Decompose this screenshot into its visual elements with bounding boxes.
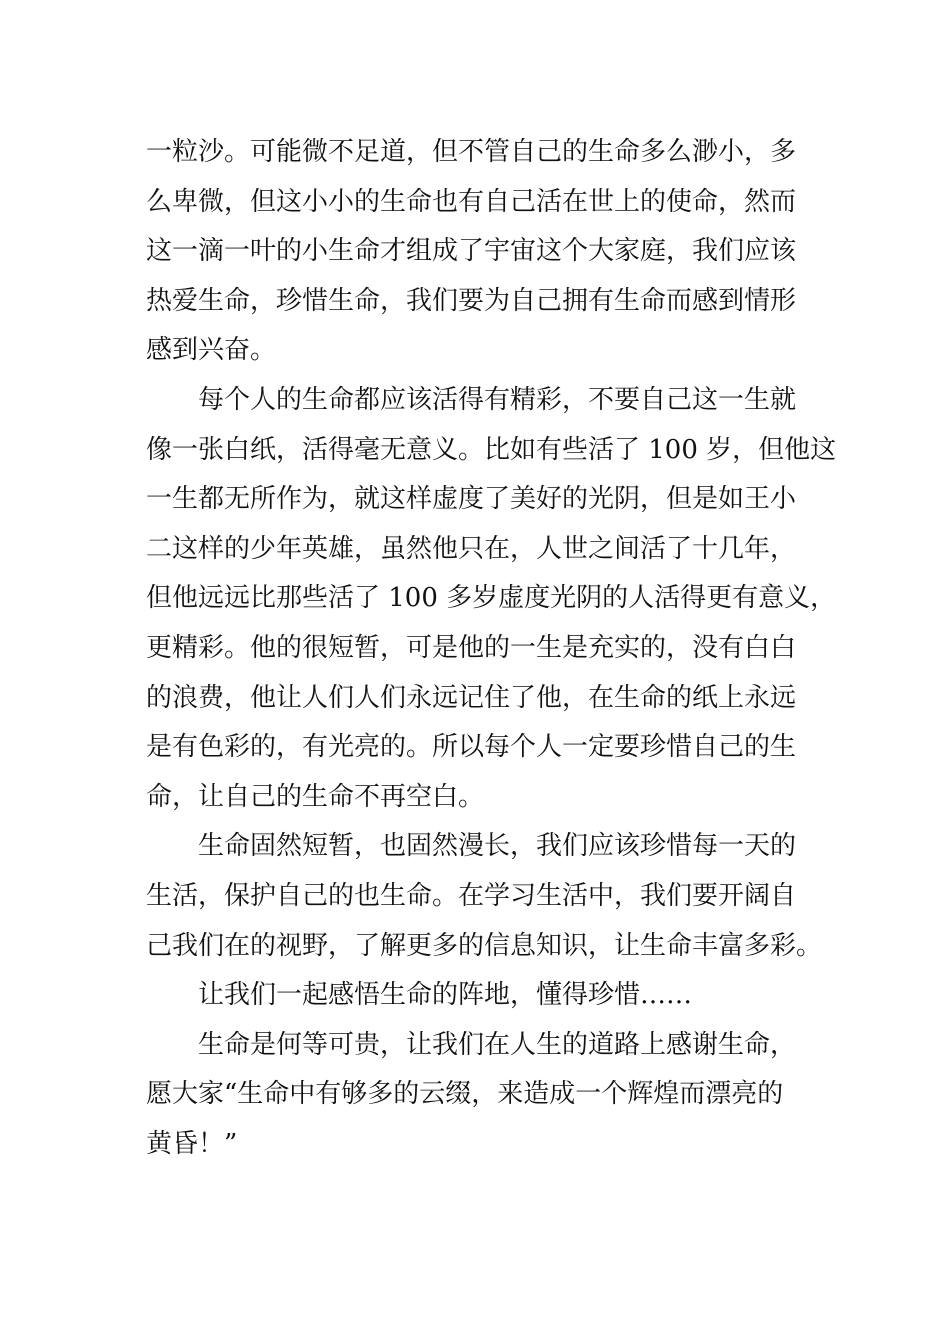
- paragraph-4: [146, 971, 816, 1021]
- text-line: 生活，保护自己的也生命。在学习生活中，我们要开阔自: [146, 880, 797, 911]
- text-line: 这一滴一叶的小生命才组成了宇宙这个大家庭，我们应该: [146, 236, 797, 267]
- text-line: 每个人的生命都应该活得有精彩，不要自己这一生就: [198, 384, 797, 415]
- text-line: 感到兴奋。: [146, 335, 277, 366]
- paragraph-1: [146, 128, 816, 376]
- text-line: 二这样的少年英雄，虽然他只在，人世之间活了十几年，: [146, 533, 797, 564]
- text-line: 黄昏！”: [146, 1128, 238, 1159]
- text-line: 一生都无所作为，就这样虚度了美好的光阴，但是如王小: [146, 484, 797, 515]
- text-line: 更精彩。他的很短暂，可是他的一生是充实的，没有白白: [146, 632, 797, 663]
- text-line: 的浪费，他让人们人们永远记住了他，在生命的纸上永远: [146, 682, 797, 713]
- text-line: 一粒沙。可能微不足道，但不管自己的生命多么渺小，多: [146, 137, 797, 167]
- text-line: 是有色彩的，有光亮的。所以每个人一定要珍惜自己的生: [146, 732, 797, 763]
- paragraph-2: [146, 376, 837, 822]
- text-line: 生命固然短暂，也固然漫长，我们应该珍惜每一天的: [198, 831, 797, 862]
- text-line: 让我们一起感悟生命的阵地，懂得珍惜……: [198, 980, 693, 1011]
- text-line: 命，让自己的生命不再空白。: [146, 781, 485, 812]
- paragraph-3: [146, 822, 823, 971]
- text-line: 像一张白纸，活得毫无意义。比如有些活了 100 岁，但他这: [146, 434, 837, 465]
- text-line: 但他远远比那些活了 100 多岁虚度光阴的人活得更有意义，: [146, 583, 837, 614]
- text-line: 己我们在的视野，了解更多的信息知识，让生命丰富多彩。: [146, 930, 823, 961]
- text-line: 热爱生命，珍惜生命，我们要为自己拥有生命而感到情形: [146, 285, 797, 316]
- text-line: 愿大家“生命中有够多的云缀，来造成一个辉煌而漂亮的: [146, 1079, 784, 1110]
- paragraph-5: [146, 1021, 816, 1170]
- text-line: 么卑微，但这小小的生命也有自己活在世上的使命，然而: [146, 186, 797, 217]
- text-line: 生命是何等可贵，让我们在人生的道路上感谢生命，: [198, 1029, 797, 1060]
- body-text: [146, 128, 837, 1169]
